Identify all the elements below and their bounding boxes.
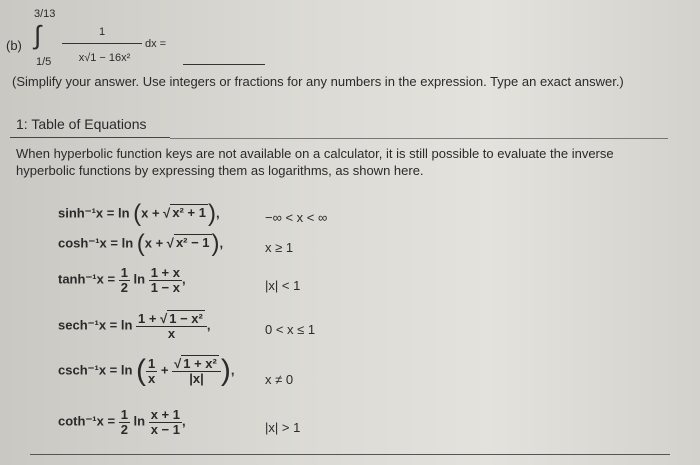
equation-lhs: csch⁻¹x [58,362,107,378]
condition-coth: |x| > 1 [265,420,301,435]
table-intro: When hyperbolic function keys are not available on a calculator, it is still possible to evaluate the inverse hyperbolic functions by expressing them as logarithms, as shown here. [16,146,614,178]
equation-lhs: sinh⁻¹x [58,205,104,221]
equation-csch: csch⁻¹x = ln ( $\frac{1}{x}$ + $\frac{\text{√ 1 + x²}}{|x|}$ ), [58,354,235,387]
lower-limit: 1/5 [36,56,52,68]
equation-sech: sech⁻¹x = ln $\frac{\text{1 + √ 1 − x²}}{x}$ , [58,311,211,341]
instructions: (Simplify your answer. Use integers or fractions for any numbers in the expression. Type an exact answer.) [12,74,624,89]
equation-tanh: tanh⁻¹x = $\frac{1}{2}$ ln $\frac{1 + x}{1 - x}$ , [58,265,186,295]
integrand-denominator: x√1 − 16x² [78,52,131,64]
title-underline [10,137,170,138]
equation-cosh: cosh⁻¹x = ln (x + √ x² − 1), [58,230,224,257]
equation-lhs: cosh⁻¹x [58,235,107,251]
title-rule [170,138,668,139]
equation-lhs: coth⁻¹x [58,413,104,429]
answer-field[interactable] [183,64,265,65]
upper-limit: 3/13 [34,8,56,20]
table-title: 1: Table of Equations [16,116,147,132]
condition-sinh: −∞ < x < ∞ [265,210,328,225]
dx-equals: dx = [145,38,167,50]
bottom-rule [30,454,670,455]
integrand-numerator: 1 [98,26,106,38]
condition-tanh: |x| < 1 [265,278,301,293]
fraction-bar [62,43,142,44]
part-label: (b) [6,38,22,53]
equation-coth: coth⁻¹x = $\frac{1}{2}$ ln $\frac{x + 1}{x - 1}$ , [58,407,186,437]
integral-sign-icon: ∫ [34,20,42,50]
equation-lhs: sech⁻¹x [58,317,107,333]
equation-sinh: sinh⁻¹x = ln (x + √ x² + 1), [58,200,220,227]
condition-sech: 0 < x ≤ 1 [265,322,316,337]
condition-cosh: x ≥ 1 [265,240,294,255]
equation-lhs: tanh⁻¹x [58,271,104,287]
condition-csch: x ≠ 0 [265,372,294,387]
